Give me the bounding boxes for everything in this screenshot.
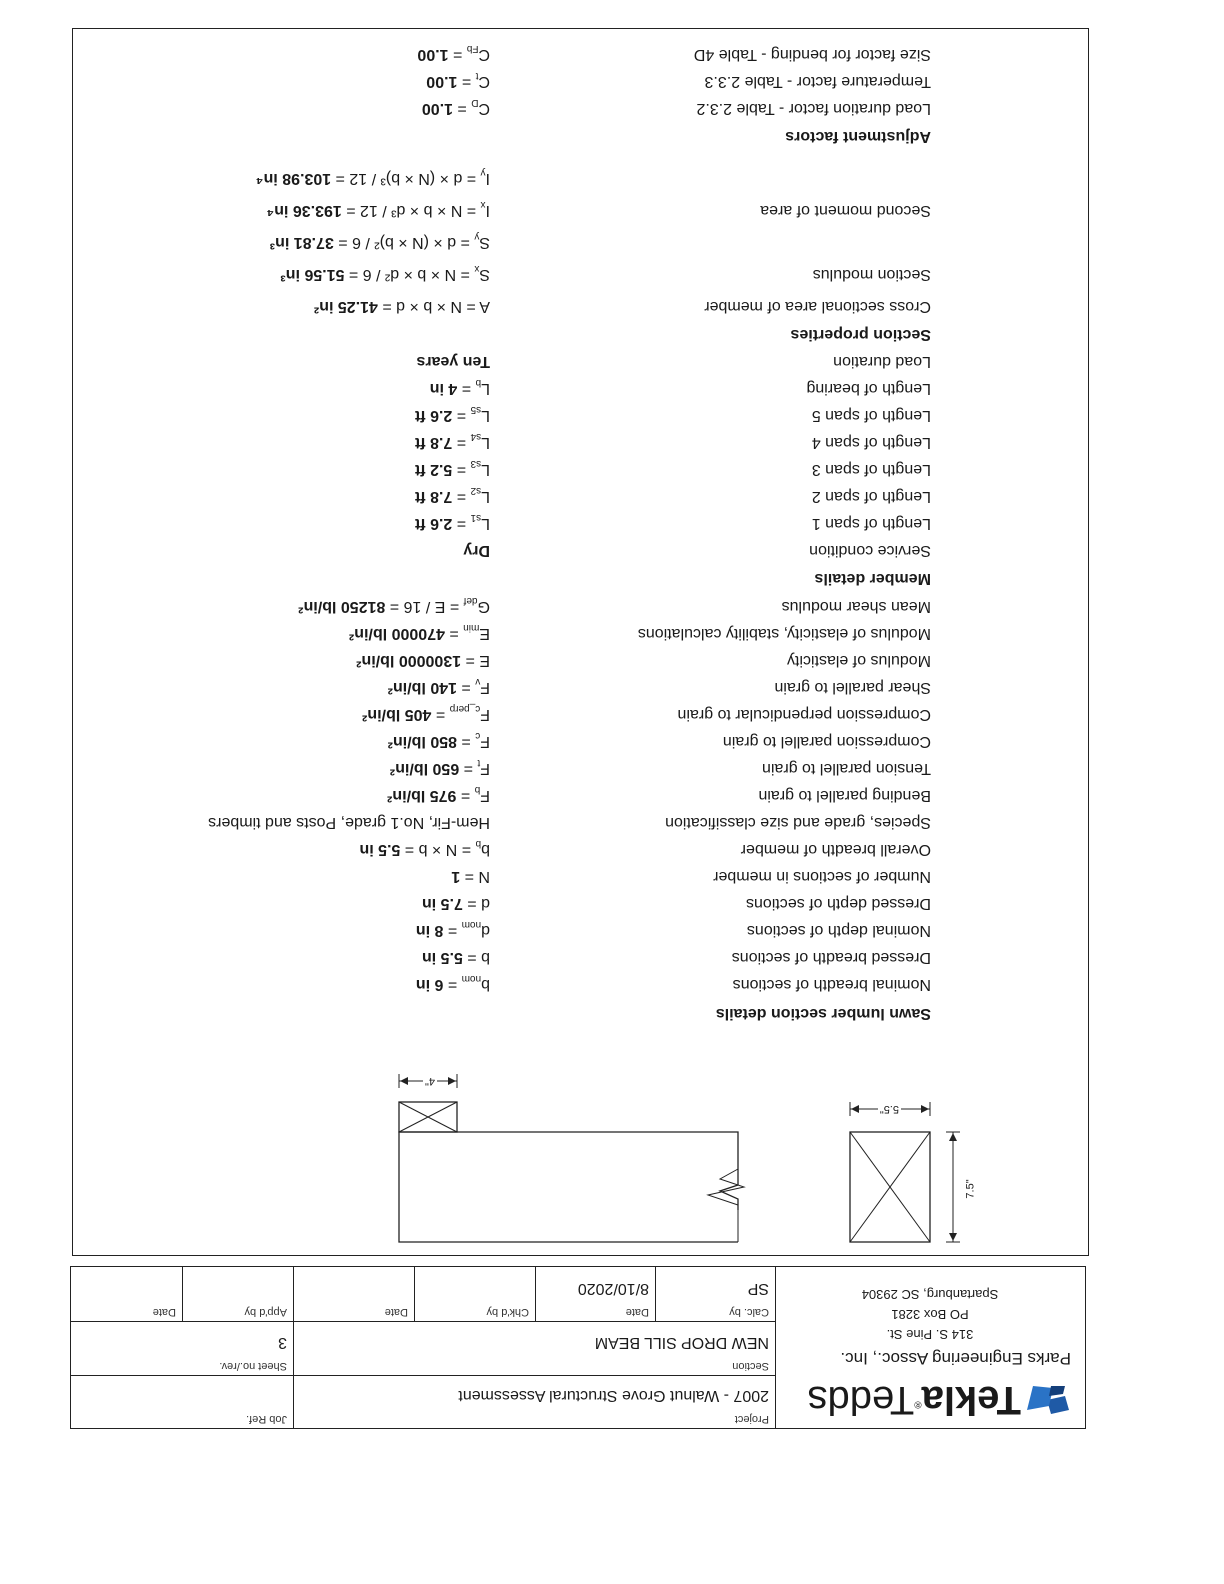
result: 193.36 in⁴ [266,202,342,219]
subscript: s2 [470,484,482,496]
result: 470000 lb/in² [348,625,445,642]
date-cell [535,1267,655,1321]
member-row [73,348,1088,370]
sawn-row-value [208,813,490,831]
chkd-date-label: Date [384,1306,408,1318]
adjust-row-label: Load duration factor - Table 2.3.2 [696,100,931,117]
result: 1300000 lb/in² [356,652,462,669]
sawn-row-value [359,838,490,858]
equation: = [452,100,472,117]
result: 6 in [415,976,444,993]
equation: = N × b × d³ / 12 = [341,202,481,219]
equation: = d × (N × b)³ / 12 = [331,170,481,187]
props-row-value [280,263,490,283]
sawn-row-label: Dressed depth of sections [746,895,931,912]
member-row [73,510,1088,532]
sawn-row [73,674,1088,696]
result: 2.6 ft [414,515,453,532]
sawn-row-value [451,867,490,885]
company-name: Parks Engineering Assoc., Inc. [840,1349,1071,1368]
result: 1.00 [426,73,458,90]
symbol: d [481,922,490,939]
props-row-label: Section modulus [812,266,931,283]
subscript: nom [461,972,482,984]
sawn-row-value [422,948,490,966]
section-value: NEW DROP SILL BEAM [594,1334,769,1351]
props-row [73,197,1088,219]
sheet-label: Sheet no./rev. [219,1360,287,1372]
subscript: x [480,198,486,210]
symbol: G [477,598,490,615]
calc-value: SP [747,1280,769,1297]
sawn-row-label: Compression parallel to grain [722,733,931,750]
address-line-3: Spartanburg, SC 29304 [861,1287,999,1302]
symbol: F [480,760,490,777]
result: Dry [463,542,490,559]
symbol: I [485,170,490,187]
appd-label: App'd by [244,1306,287,1318]
symbol: S [479,266,490,283]
project-cell [293,1375,775,1428]
chkd-cell [414,1267,535,1321]
symbol: L [481,515,490,532]
props-row-label: Second moment of area [760,202,931,219]
sawn-row [73,755,1088,777]
width-dim-arrow-left [921,1105,929,1113]
result: 1 [451,868,461,885]
result: 2.6 ft [414,407,453,424]
sawn-row [73,701,1088,723]
member-row-label: Length of span 1 [811,515,931,532]
symbol: E [479,625,490,642]
address-line-1: 314 S. Pine St. [886,1327,974,1342]
sawn-row [73,647,1088,669]
equation: = [452,461,471,478]
chkd-date-cell [293,1267,414,1321]
member-row [73,537,1088,559]
equation: = [443,976,462,993]
member-row-value [415,431,490,451]
symbol: S [479,234,490,251]
adjust-row-label: Temperature factor - Table 2.3.3 [704,73,931,90]
sheet-cell [71,1321,293,1375]
equation: = [456,679,476,696]
symbol: b [481,841,490,858]
member-row [73,483,1088,505]
subscript: nom [461,918,482,930]
result: 51.56 in³ [280,266,345,283]
subscript: min [463,621,480,633]
symbol: I [485,202,490,219]
result: 975 lb/in² [387,787,457,804]
sawn-row-label: Number of sections in member [713,868,931,885]
adjust-row [73,68,1088,90]
sawn-row-value [388,676,490,696]
member-row-value [463,541,490,559]
props-row-label: Cross sectional area of member [704,298,931,315]
appd-cell [182,1267,293,1321]
subscript: Fb [466,42,479,54]
result: 37.81 in³ [269,234,334,251]
sawn-row-label: Overall breadth of member [740,841,931,858]
bearing-dim-label: 4" [424,1075,435,1087]
symbol: b [481,949,490,966]
symbol: F [480,733,490,750]
sawn-row-value [349,622,490,642]
content-frame [72,28,1089,1256]
sawn-row [73,836,1088,858]
sawn-row [73,728,1088,750]
result: 8 in [415,922,444,939]
brand-tedds: Tedds [807,1378,915,1422]
height-dim-arrow-top [949,1233,957,1241]
symbol: C [478,100,490,117]
equation: = [456,787,475,804]
equation: = [460,868,479,885]
sawn-row [73,782,1088,804]
equation: = [444,625,464,642]
equation: = [448,46,467,63]
symbol: A = N × b × d = [377,298,490,315]
result: 650 lb/in² [389,760,460,777]
sawn-row-label: Modulus of elasticity, stability calculations [637,625,931,642]
result: 41.25 in² [313,298,378,315]
equation: = [452,434,471,451]
equation: = [457,73,476,90]
symbol: L [481,488,490,505]
logo-area [775,1267,1085,1428]
equation: = [459,760,478,777]
sawn-row [73,944,1088,966]
result: 5.2 ft [414,461,453,478]
symbol: L [481,380,490,397]
member-row-value [415,458,490,478]
symbol: E [479,652,490,669]
member-row [73,402,1088,424]
section-cell [293,1321,775,1375]
jobref-cell [71,1375,293,1428]
member-row-value [415,404,490,424]
symbol: L [481,434,490,451]
sawn-row-label: Tension parallel to grain [762,760,931,777]
bearing-dim-arrow-right [400,1077,408,1085]
sawn-row-value [416,973,490,993]
result: 405 lb/in² [362,706,432,723]
sawn-row [73,593,1088,615]
symbol: F [480,787,490,804]
sawn-row [73,863,1088,885]
result: 7.8 ft [414,488,453,505]
brand-tekla: Tekla [921,1378,1021,1422]
subscript: b [474,783,481,795]
result: Ten years [416,353,490,370]
member-row-label: Length of span 2 [811,488,931,505]
sawn-row-value [416,919,490,939]
member-row-label: Length of span 4 [811,434,931,451]
date-value: 8/10/2020 [577,1280,649,1297]
props-row [73,165,1088,187]
subscript: c [475,729,481,741]
equation: = E / 16 = [385,598,464,615]
symbol: d [481,895,490,912]
member-title: Member details [814,570,931,587]
sawn-row-value [387,784,490,804]
subscript: t [475,69,479,81]
beam-elevation [399,1132,738,1242]
symbol: F [480,679,490,696]
equation: = [452,515,471,532]
props-row [73,293,1088,315]
symbol: C [478,73,490,90]
sawn-row [73,917,1088,939]
sawn-row-value [298,595,490,615]
calc-cell [655,1267,775,1321]
props-row-value [270,231,490,251]
section-label: Section [732,1360,769,1372]
appd-date-cell [71,1267,182,1321]
equation: = [462,895,482,912]
result: 7.5 in [421,895,463,912]
height-dim-arrow-bottom [949,1133,957,1141]
sawn-row-value [390,757,490,777]
result: 7.8 ft [414,434,453,451]
equation: = [452,407,471,424]
adjust-row [73,41,1088,63]
equation: = [443,922,462,939]
symbol: Hem-Fir, No.1 grade, Posts and timbers [208,814,490,831]
date-label: Date [625,1306,649,1318]
equation: = [456,733,476,750]
equation: = [431,706,450,723]
equation: = [457,380,476,397]
subscript: t [477,756,481,768]
subscript: v [475,675,481,687]
chkd-label: Chk'd by [486,1306,529,1318]
props-row [73,229,1088,251]
sheet-value: 3 [278,1334,287,1351]
sawn-row-label: Shear parallel to grain [774,679,931,696]
subscript: def [463,594,478,606]
sawn-title: Sawn lumber section details [715,1005,931,1022]
subscript: s1 [470,511,482,523]
member-row-label: Load duration [833,353,931,370]
result: 1.00 [417,46,449,63]
bearing-dim-arrow-left [448,1077,456,1085]
member-row [73,375,1088,397]
result: 103.98 in⁴ [255,170,332,187]
member-row-value [430,377,490,397]
brand-name: Tekla®Tedds [807,1378,1021,1422]
result: 81250 lb/in² [298,598,386,615]
subscript: s3 [470,457,482,469]
height-dim-label: 7.5" [964,1179,977,1199]
props-row-value [256,167,490,187]
jobref-label: Job Ref. [246,1413,287,1425]
result: 1.00 [421,100,453,117]
props-row-value [266,199,490,219]
symbol: N [478,868,490,885]
equation: = [461,652,480,669]
adjust-row-value [417,43,490,63]
equation: = [462,949,482,966]
equation: = d × (N × b)² / 6 = [333,234,475,251]
subscript: s5 [470,403,482,415]
subscript: s4 [470,430,482,442]
symbol: C [478,46,490,63]
sawn-row-label: Nominal breadth of sections [732,976,931,993]
subscript: b [475,837,482,849]
sawn-row-label: Modulus of elasticity [786,652,931,669]
sawn-row [73,890,1088,912]
props-title: Section properties [790,326,931,343]
calc-label: Calc. by [729,1306,769,1318]
sawn-row-label: Bending parallel to grain [758,787,931,804]
result: 5.5 in [359,841,401,858]
props-row-value [314,297,490,315]
member-row-value [415,512,490,532]
sawn-row-label: Nominal depth of sections [746,922,931,939]
symbol: b [481,976,490,993]
adjust-row-label: Size factor for bending - Table 4D [693,46,931,63]
title-block [70,1266,1086,1429]
sawn-row [73,971,1088,993]
subscript: y [480,166,486,178]
adjust-row-value [422,97,490,117]
member-row-label: Length of span 3 [811,461,931,478]
project-value: 2007 - Walnut Grove Structural Assessment [458,1387,769,1404]
member-row [73,429,1088,451]
symbol: L [481,461,490,478]
width-dim-arrow-right [851,1105,859,1113]
sawn-row-label: Mean shear modulus [781,598,931,615]
result: 850 lb/in² [387,733,457,750]
equation: = [452,488,471,505]
appd-date-label: Date [152,1306,176,1318]
subscript: x [474,262,480,274]
sawn-row-value [356,651,490,669]
member-row-label: Length of bearing [806,380,931,397]
props-row [73,261,1088,283]
width-dim-label: 5.5" [879,1103,899,1115]
subscript: b [475,376,482,388]
subscript: c_perp [449,702,481,714]
subscript: y [474,230,480,242]
adjust-row [73,95,1088,117]
sawn-row-label: Dressed breadth of sections [731,949,931,966]
sawn-row [73,809,1088,831]
member-row [73,456,1088,478]
adjust-row-value [426,70,490,90]
tekla-logo-icon [1025,1384,1071,1414]
adjust-title: Adjustment factors [785,128,931,145]
address-line-2: PO Box 3281 [891,1307,969,1322]
symbol: L [481,407,490,424]
sawn-row [73,620,1088,642]
result: 140 lb/in² [387,679,457,696]
symbol: F [480,706,490,723]
sawn-row-label: Compression perpendicular to grain [677,706,931,723]
member-row-label: Service condition [809,542,931,559]
sawn-row-label: Species, grade and size classification [665,814,931,831]
equation: = N × b × d² / 6 = [344,266,475,283]
member-row-value [416,352,490,370]
result: 4 in [429,380,458,397]
equation: = N × b = [400,841,476,858]
sawn-row-value [362,703,490,723]
sawn-row-value [422,894,490,912]
member-row-value [415,485,490,505]
project-label: Project [734,1413,769,1425]
result: 5.5 in [421,949,463,966]
member-row-label: Length of span 5 [811,407,931,424]
subscript: D [471,96,479,108]
sawn-row-value [388,730,490,750]
section-diagram [71,1025,1088,1255]
